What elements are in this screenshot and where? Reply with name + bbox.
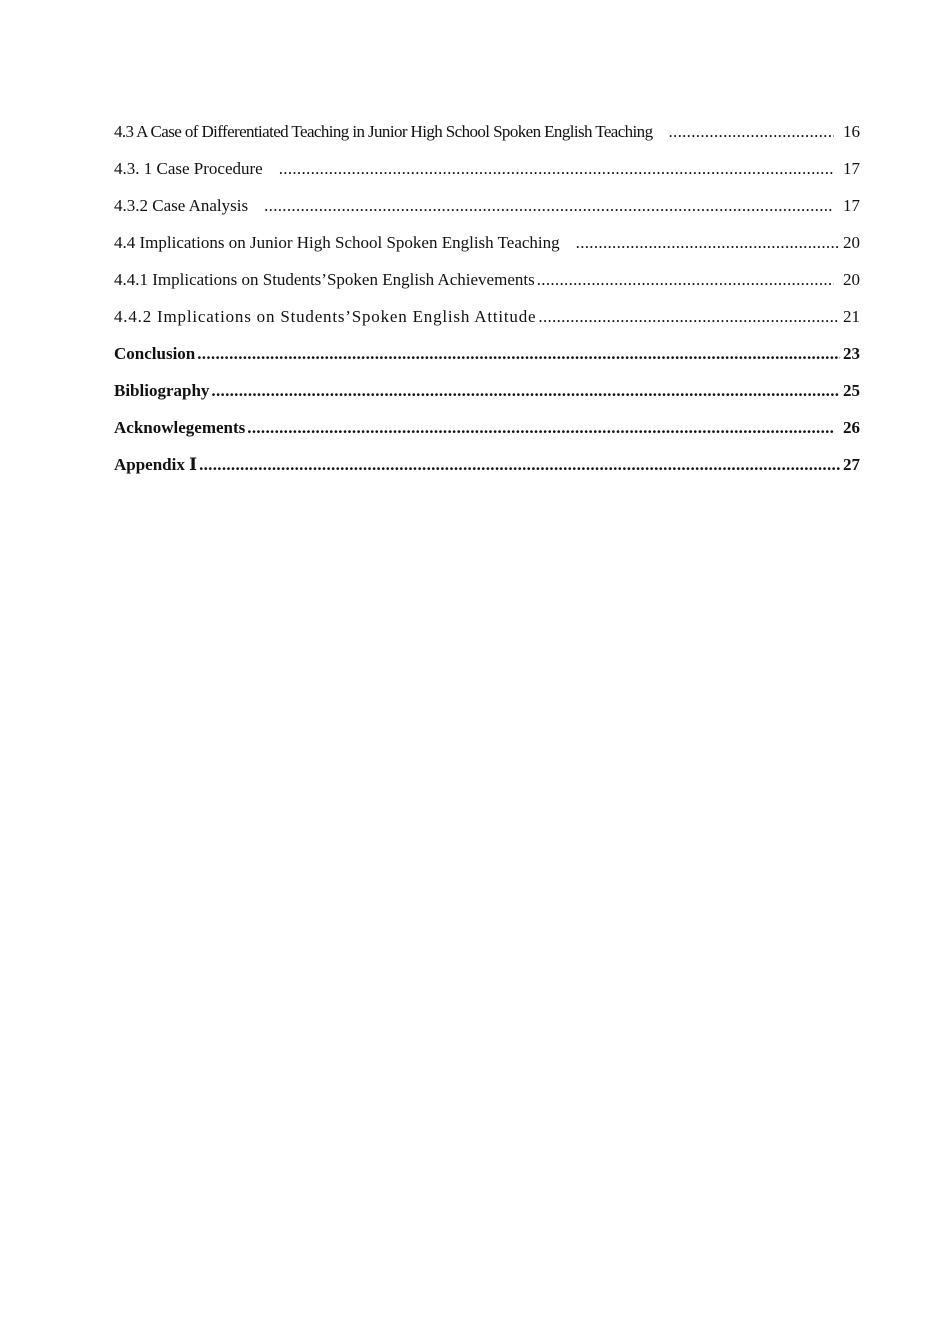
- toc-entry-page: 23: [843, 344, 860, 363]
- toc-dot-leader: [576, 230, 840, 256]
- toc-entry-bibliography[interactable]: [114, 378, 860, 415]
- toc-dot-leader: [211, 378, 840, 404]
- toc-entry-appendix[interactable]: [114, 452, 860, 489]
- toc-entry-title: 4.3. 1 Case Procedure: [114, 159, 263, 178]
- toc-entry-page: 21: [843, 307, 860, 326]
- toc-entry-page: 25: [843, 381, 860, 400]
- toc-entry-acknowlegements[interactable]: [114, 415, 860, 452]
- toc-entry-title: Conclusion: [114, 344, 196, 363]
- toc-entry-title: Acknowlegements: [114, 418, 246, 437]
- toc-entry-title: Appendix Ⅰ: [114, 455, 198, 474]
- toc-entry-page: 20: [843, 270, 860, 289]
- toc-entry-4-4-2[interactable]: [114, 304, 860, 341]
- toc-dot-leader: [247, 415, 834, 441]
- toc-dot-leader: [538, 304, 840, 330]
- toc-entry-4-3[interactable]: [114, 119, 860, 156]
- toc-dot-leader: [197, 341, 840, 367]
- toc-dot-leader: [668, 119, 834, 145]
- toc-entry-title: Bibliography: [114, 381, 210, 400]
- toc-entry-page: 26: [843, 418, 860, 437]
- toc-entry-page: 27: [843, 455, 860, 474]
- toc-entry-title: 4.4.1 Implications on Students’Spoken English Achievements: [114, 270, 535, 289]
- toc-entry-4-4-1[interactable]: [114, 267, 860, 304]
- toc-entry-page: 17: [843, 196, 860, 215]
- toc-dot-leader: [279, 156, 834, 182]
- table-of-contents: [114, 119, 860, 489]
- toc-entry-4-3-2[interactable]: [114, 193, 860, 230]
- toc-dot-leader: [199, 452, 840, 478]
- toc-entry-conclusion[interactable]: [114, 341, 860, 378]
- toc-entry-page: 16: [843, 122, 860, 141]
- toc-entry-title: 4.3 A Case of Differentiated Teaching in Junior High School Spoken English Teaching: [114, 122, 653, 141]
- toc-entry-title: 4.3.2 Case Analysis: [114, 196, 249, 215]
- toc-entry-page: 20: [843, 233, 860, 252]
- toc-dot-leader: [537, 267, 834, 293]
- toc-entry-title: 4.4 Implications on Junior High School Spoken English Teaching: [114, 233, 560, 252]
- toc-entry-title: 4.4.2 Implications on Students’Spoken English Attitude: [114, 307, 537, 326]
- toc-dot-leader: [264, 193, 834, 219]
- toc-entry-page: 17: [843, 159, 860, 178]
- toc-entry-4-4[interactable]: [114, 230, 860, 267]
- toc-entry-4-3-1[interactable]: [114, 156, 860, 193]
